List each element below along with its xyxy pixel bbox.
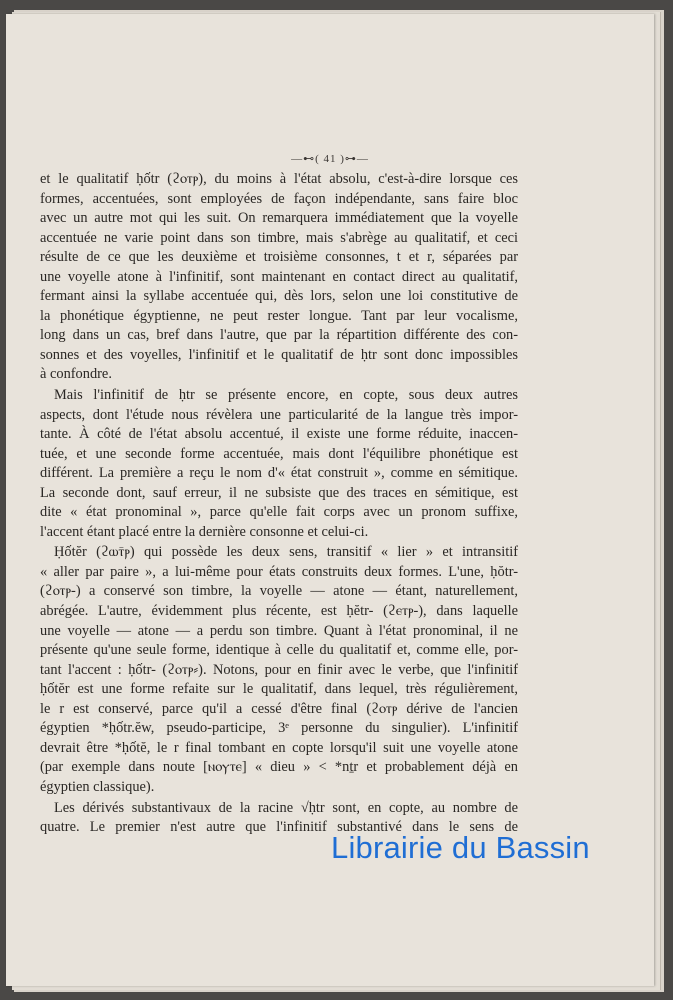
text-line: (ϩⲟⲧⲣ-) a conservé son timbre, la voyelle — atone — étant, naturellement, bbox=[40, 583, 518, 600]
paragraph bbox=[40, 543, 518, 797]
text-line: égyptien classique). bbox=[40, 778, 155, 795]
text-line: quatre. Le premier n'est autre que l'infinitif substantivé dans le sens de bbox=[40, 819, 518, 836]
page-number-header: —⊷( 41 )⊶— bbox=[291, 153, 369, 165]
text-line: le r est conservé, parce qu'il a cessé d'être final (ϩⲟⲧⲣ dérive de l'ancien bbox=[40, 700, 518, 717]
text-line: Ḥốtĕr (ϩⲱⲧ̄ⲣ) qui possède les deux sens, transitif « lier » et intransitif bbox=[54, 544, 518, 561]
text-line: sonnes et des voyelles, l'infinitif et le qualitatif de ḥtr sont donc impossibles bbox=[40, 346, 518, 363]
text-line: « aller par paire », a lui-même pour états construits deux formes. L'une, ḥŏtr- bbox=[40, 563, 518, 580]
text-line: la phonétique égyptienne, ne peut rester longue. Tant par leur vocalisme, bbox=[40, 307, 518, 324]
text-line: ḥốtĕr est une forme refaite sur le qualitatif, dans lequel, très régulièrement, bbox=[40, 681, 518, 698]
paragraph bbox=[40, 386, 518, 542]
watermark: Librairie du Bassin bbox=[331, 830, 590, 865]
text-line: long dans un cas, bref dans l'autre, que par la répartition différente des con- bbox=[40, 327, 518, 344]
text-line: tant l'accent : ḥốtr- (ϩⲟⲧⲣ⸗). Notons, pour en finir avec le verbe, que l'infinitif bbox=[40, 661, 518, 678]
body-text bbox=[40, 170, 518, 839]
text-line: égyptien *ḥốtr.ĕw, pseudo-participe, 3ᵉ personne du singulier). L'infinitif bbox=[40, 720, 518, 737]
text-line: fermant ainsi la syllabe accentuée qui, dès lors, selon une loi constitutive de bbox=[40, 288, 518, 305]
text-line: Les dérivés substantivaux de la racine √ḥtr sont, en copte, au nombre de bbox=[54, 799, 518, 816]
text-line: résulte de ce que les deuxième et troisième consonnes, t et r, séparées par bbox=[40, 249, 518, 266]
text-line: différent. La première a reçu le nom d'« état construit », comme en sémitique. bbox=[40, 465, 518, 482]
text-line: présente qu'une seule forme, identique à celle du qualitatif et, comme elle, por- bbox=[40, 642, 518, 659]
text-line: à confondre. bbox=[40, 366, 112, 383]
text-line: une voyelle — atone — a perdu son timbre. Quant à l'état pronominal, il ne bbox=[40, 622, 518, 639]
paragraph bbox=[40, 170, 518, 385]
text-line: tuée, et une seconde forme accentuée, mais dont l'équilibre phonétique est bbox=[40, 445, 518, 462]
text-line: aspects, dont l'étude nous révèlera une particularité de la langue très impor- bbox=[40, 406, 518, 423]
text-line: Mais l'infinitif de ḥtr se présente encore, en copte, sous deux autres bbox=[54, 387, 518, 404]
text-line: une voyelle atone à l'infinitif, sont maintenant en contact direct au qualitatif, bbox=[40, 268, 518, 285]
text-line: formes, accentuées, sont employées de façon indépendante, sans faire bloc bbox=[40, 190, 518, 207]
text-line: dite « état pronominal », parce qu'elle fait corps avec un pronom suffixe, bbox=[40, 504, 518, 521]
text-line: tante. À côté de l'état absolu accentué, il existe une forme réduite, inaccen- bbox=[40, 426, 518, 443]
text-line: et le qualitatif ḥốtr (ϩⲟⲧⲣ), du moins à l'état absolu, c'est-à-dire lorsque ces bbox=[40, 171, 518, 187]
text-line: devrait être *ḥốtĕ, le r final tombant en copte lorsqu'il suit une voyelle atone bbox=[40, 739, 518, 756]
text-line: La seconde dont, sauf erreur, il ne subsiste que des traces en sémitique, est bbox=[40, 484, 518, 501]
text-line: (par exemple dans noute [ⲛⲟⲩⲧⲉ] « dieu » < *nṯr et probablement déjà en bbox=[40, 759, 518, 776]
text-line: accentuée ne varie point dans son timbre, mais s'abrège au qualitatif, et ceci bbox=[40, 229, 518, 246]
text-line: avec un autre mot qui les suit. On remarquera immédiatement que la voyelle bbox=[40, 210, 518, 227]
text-line: abrégée. L'autre, évidemment plus récente, est ḥĕtr- (ϩⲉⲧⲣ-), dans laquelle bbox=[40, 603, 518, 620]
text-line: l'accent étant placé entre la dernière consonne et celui-ci. bbox=[40, 523, 369, 540]
